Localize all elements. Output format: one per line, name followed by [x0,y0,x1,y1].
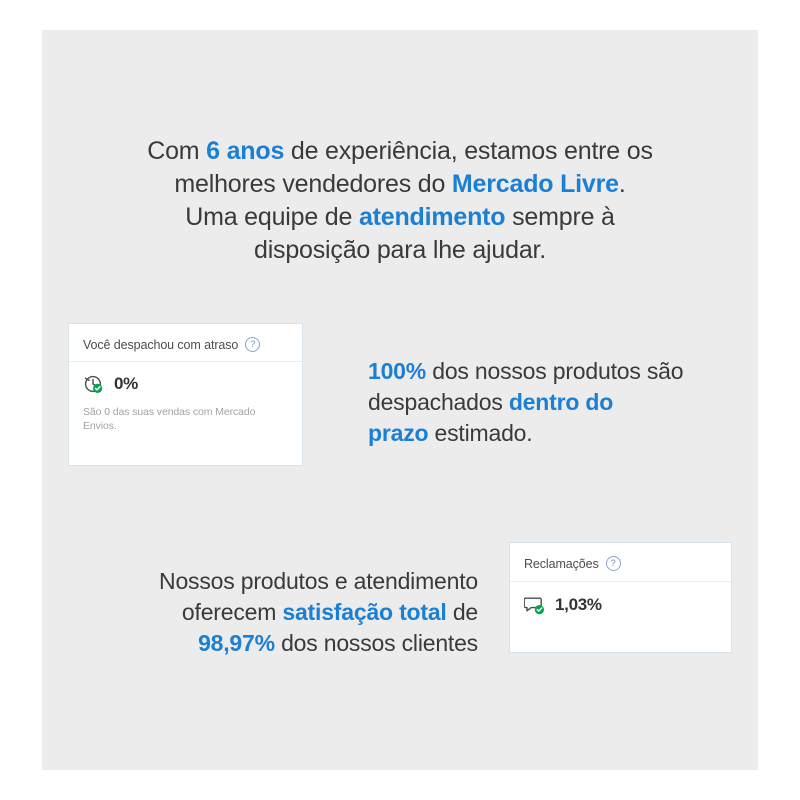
satisfaction-section [68,542,732,672]
clock-check-icon [83,374,105,394]
shipping-section [68,323,732,473]
headline-line2-b: . [618,170,626,198]
satisfaction-line-2 [88,597,478,628]
headline-line1-b: de experiência, estamos entre os [284,137,653,165]
shipping-deadline-highlight: prazo [368,420,429,446]
shipping-claim-text [368,356,732,449]
claims-metric-row [524,595,717,615]
shipping-within-highlight: dentro do [508,389,614,415]
claims-card-title: Reclamações [524,556,599,571]
claims-metric-card [509,542,732,653]
headline-line-4: disposição para lhe ajudar. [253,236,547,264]
headline-line3-a: Uma equipe de [185,203,359,231]
shipping-card-title: Você despachou com atraso [83,337,239,352]
satisfaction-line2-b: de [446,599,478,625]
help-icon[interactable]: ? [606,556,621,571]
help-icon[interactable]: ? [245,337,260,352]
satisfaction-line3-b: dos nossos clientes [274,630,478,656]
shipping-percent-highlight: 100% [368,358,427,384]
satisfaction-total-highlight: satisfação total [282,599,447,625]
shipping-card-header [69,324,302,362]
shipping-card-body [69,362,302,433]
satisfaction-percent-highlight: 98,97% [198,630,275,656]
headline-line-1 [102,135,698,168]
satisfaction-claim-text [88,566,478,659]
headline-line-3 [102,201,698,234]
shipping-metric-value: 0% [114,374,138,393]
headline-years-highlight: 6 anos [206,137,285,165]
claims-card-header [510,543,731,582]
shipping-text-part3: estimado. [428,420,533,446]
shipping-card-note: São 0 das suas vendas com Mercado Envios. [83,406,256,432]
headline-support-highlight: atendimento [358,203,506,231]
chat-check-icon [524,595,546,615]
info-panel [42,30,758,770]
shipping-text-part2: despachados [368,389,509,415]
claims-metric-value: 1,03% [555,595,602,614]
headline-line1-a: Com [147,137,207,165]
shipping-metric-row [83,374,288,394]
headline-line-2 [102,168,698,201]
shipping-metric-card [68,323,303,466]
satisfaction-line2-a: oferecem [181,599,283,625]
headline-line3-b: sempre à [505,203,615,231]
headline-block [102,135,698,267]
headline-marketplace-highlight: Mercado Livre [451,170,619,198]
satisfaction-line-3 [88,628,478,659]
claims-card-body [510,582,731,615]
headline-line2-a: melhores vendedores do [174,170,452,198]
satisfaction-line-1: Nossos produtos e atendimento [159,568,478,594]
shipping-text-part1: dos nossos produtos são [426,358,684,384]
